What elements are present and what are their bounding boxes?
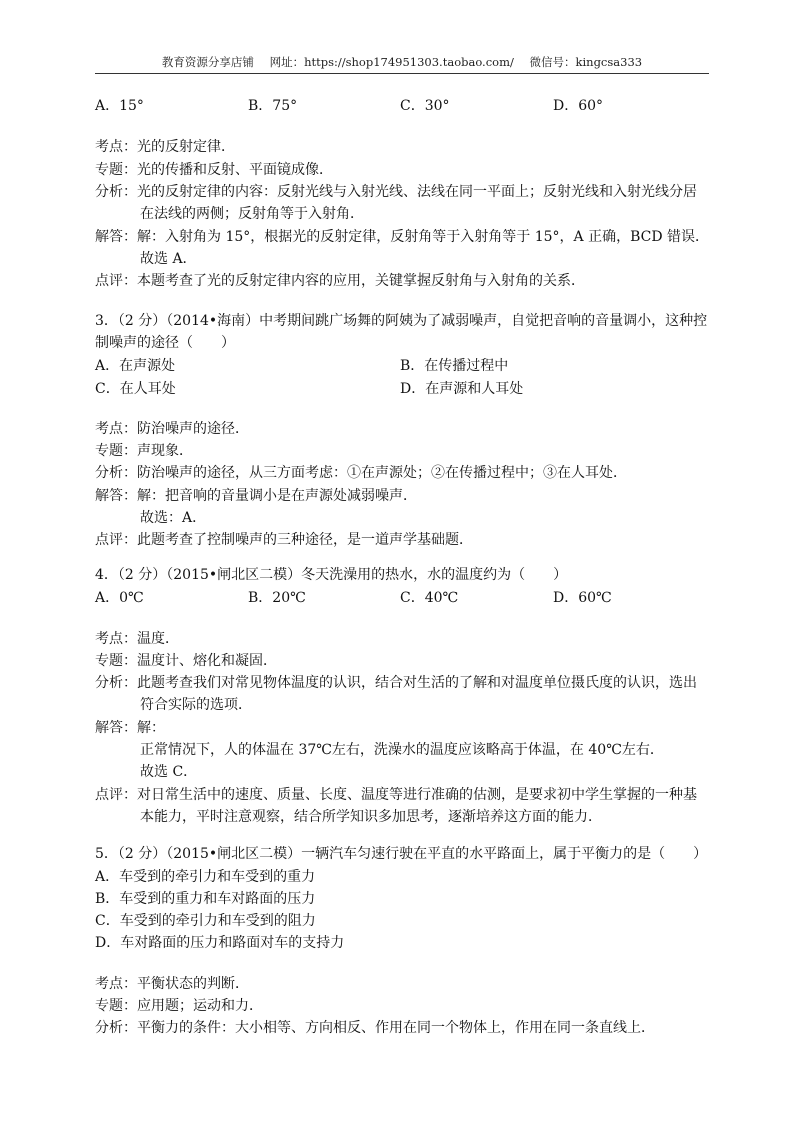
q2-zhuanti: 专题：光的传播和反射、平面镜成像．: [95, 162, 333, 178]
q5-fenxi: 分析：平衡力的条件：大小相等、方向相反、作用在同一个物体上，作用在同一条直线上．: [95, 1020, 655, 1036]
q4-jieda-line3: 故选 C．: [140, 764, 198, 780]
q3-jieda-line2: 故选：A．: [140, 510, 207, 526]
q5-option-c: C．车受到的牵引力和车受到的阻力: [95, 913, 316, 929]
shop-url[interactable]: 网址：https://shop174951303.taobao.com/: [269, 55, 514, 69]
q2-jieda-line1: 解答：解：入射角为 15°，根据光的反射定律，反射角等于入射角等于 15°，A 正确，BCD 错误．: [95, 229, 710, 245]
q3-option-b: B．在传播过程中: [400, 358, 509, 374]
q2-fenxi-line1: 分析：光的反射定律的内容：反射光线与入射光线、法线在同一平面上；反射光线和入射光线分居: [95, 184, 697, 200]
q5-option-b: B．车受到的重力和车对路面的压力: [95, 891, 316, 907]
q4-dianping-line2: 本能力，平时注意观察，结合所学知识多加思考，逐渐培养这方面的能力．: [140, 809, 602, 825]
q2-option-c: C．30°: [400, 98, 450, 114]
q5-option-a: A．车受到的牵引力和车受到的重力: [95, 869, 316, 885]
q2-fenxi-line2: 在法线的两侧；反射角等于入射角．: [140, 206, 364, 222]
q3-fenxi: 分析：防治噪声的途径，从三方面考虑：①在声源处；②在传播过程中；③在人耳处．: [95, 465, 627, 481]
page-header: [95, 54, 709, 70]
q2-kaodian: 考点：光的反射定律．: [95, 139, 235, 155]
q4-fenxi-line2: 符合实际的选项．: [140, 697, 252, 713]
q4-kaodian: 考点：温度．: [95, 631, 179, 647]
q3-option-c: C．在人耳处: [95, 381, 176, 397]
q3-option-a: A．在声源处: [95, 358, 176, 374]
q3-dianping: 点评：此题考查了控制噪声的三种途径，是一道声学基础题．: [95, 532, 473, 548]
q4-dianping-line1: 点评：对日常生活中的速度、质量、长度、温度等进行准确的估测，是要求初中学生掌握的一种基: [95, 787, 697, 803]
q4-option-a: A．0℃: [95, 590, 144, 606]
q3-zhuanti: 专题：声现象．: [95, 443, 193, 459]
q5-stem: 5．（2 分）（2015•闸北区二模）一辆汽车匀速行驶在平直的水平路面上，属于平衡力的是（ ）: [95, 846, 708, 862]
q4-stem: 4．（2 分）（2015•闸北区二模）冬天洗澡用的热水，水的温度约为（ ）: [95, 567, 568, 583]
q4-fenxi-line1: 分析：此题考查我们对常见物体温度的认识，结合对生活的了解和对温度单位摄氏度的认识，选出: [95, 675, 697, 691]
wechat-id: 微信号：kingcsa333: [529, 55, 643, 69]
header-divider: [95, 73, 709, 74]
q4-jieda-line2: 正常情况下，人的体温在 37℃左右，洗澡水的温度应该略高于体温，在 40℃左右．: [140, 742, 664, 758]
q2-option-b: B．75°: [248, 98, 298, 114]
q3-option-d: D．在声源和人耳处: [400, 381, 524, 397]
q4-zhuanti: 专题：温度计、熔化和凝固．: [95, 653, 277, 669]
q2-option-d: D．60°: [553, 98, 604, 114]
shop-name: 教育资源分享店铺: [161, 55, 254, 69]
q4-option-b: B．20℃: [248, 590, 306, 606]
q2-option-a: A．15°: [95, 98, 144, 114]
q5-zhuanti: 专题：应用题；运动和力．: [95, 998, 263, 1014]
q2-dianping: 点评：本题考查了光的反射定律内容的应用，关键掌握反射角与入射角的关系．: [95, 273, 585, 289]
q4-jieda-line1: 解答：解：: [95, 720, 165, 736]
q5-option-d: D．车对路面的压力和路面对车的支持力: [95, 935, 345, 951]
q4-option-c: C．40℃: [400, 590, 459, 606]
q4-option-d: D．60℃: [553, 590, 612, 606]
q3-jieda-line1: 解答：解：把音响的音量调小是在声源处减弱噪声．: [95, 488, 417, 504]
q5-kaodian: 考点：平衡状态的判断．: [95, 976, 249, 992]
q3-stem-line2: 制噪声的途径（ ）: [95, 335, 235, 351]
q2-jieda-line2: 故选 A．: [140, 251, 197, 267]
q3-stem-line1: 3．（2 分）（2014•海南）中考期间跳广场舞的阿姨为了减弱噪声，自觉把音响的音量调小，这种控: [95, 313, 708, 329]
q3-kaodian: 考点：防治噪声的途径．: [95, 421, 249, 437]
